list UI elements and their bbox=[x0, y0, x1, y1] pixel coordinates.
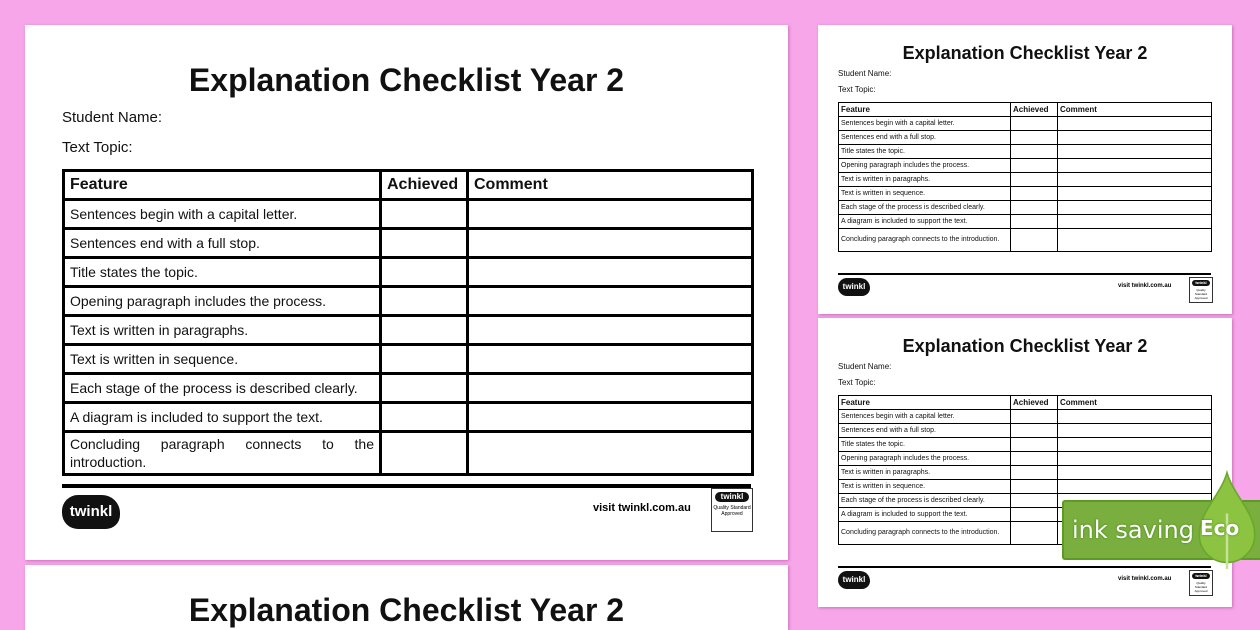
table-row bbox=[839, 117, 1212, 131]
feature-cell: Each stage of the process is described clearly. bbox=[839, 494, 1011, 508]
student-name-label: Student Name: bbox=[62, 109, 163, 126]
checklist-table bbox=[838, 102, 1212, 252]
achieved-cell[interactable] bbox=[1011, 201, 1058, 215]
quality-badge bbox=[1189, 277, 1213, 303]
badge-text: Approved bbox=[1194, 589, 1208, 593]
badge-logo: twinkl bbox=[1192, 280, 1210, 286]
table-row bbox=[839, 201, 1212, 215]
table-row bbox=[839, 173, 1212, 187]
comment-cell[interactable] bbox=[468, 229, 753, 258]
footer-link: visit twinkl.com.au bbox=[593, 502, 691, 514]
table-row bbox=[64, 287, 753, 316]
table-row bbox=[64, 316, 753, 345]
achieved-cell[interactable] bbox=[1011, 229, 1058, 252]
feature-cell: Opening paragraph includes the process. bbox=[839, 159, 1011, 173]
feature-cell: Text is written in sequence. bbox=[64, 345, 381, 374]
badge-text: Quality Standard bbox=[713, 505, 751, 511]
table-row bbox=[839, 480, 1212, 494]
achieved-cell[interactable] bbox=[381, 229, 468, 258]
table-row bbox=[64, 200, 753, 229]
table-row bbox=[839, 452, 1212, 466]
badge-logo: twinkl bbox=[715, 492, 749, 502]
feature-cell: Concluding paragraph connects to the introduction. bbox=[839, 522, 1011, 545]
comment-cell[interactable] bbox=[1058, 145, 1212, 159]
table-row bbox=[839, 424, 1212, 438]
achieved-cell[interactable] bbox=[381, 258, 468, 287]
table-row bbox=[64, 374, 753, 403]
comment-cell[interactable] bbox=[1058, 466, 1212, 480]
table-row bbox=[839, 215, 1212, 229]
table-header-row bbox=[839, 103, 1212, 117]
table-row bbox=[839, 131, 1212, 145]
table-row bbox=[64, 403, 753, 432]
feature-cell: Text is written in sequence. bbox=[839, 480, 1011, 494]
achieved-cell[interactable] bbox=[381, 345, 468, 374]
achieved-cell[interactable] bbox=[381, 374, 468, 403]
worksheet-page bbox=[818, 318, 1232, 607]
achieved-cell[interactable] bbox=[1011, 480, 1058, 494]
achieved-cell[interactable] bbox=[1011, 410, 1058, 424]
achieved-cell[interactable] bbox=[381, 403, 468, 432]
comment-cell[interactable] bbox=[468, 316, 753, 345]
table-row bbox=[839, 159, 1212, 173]
feature-cell: Text is written in sequence. bbox=[839, 187, 1011, 201]
worksheet-title: Explanation Checklist Year 2 bbox=[188, 62, 625, 98]
achieved-cell[interactable] bbox=[1011, 508, 1058, 522]
feature-cell: A diagram is included to support the text. bbox=[64, 403, 381, 432]
column-header-achieved: Achieved bbox=[1011, 103, 1058, 117]
text-topic-label: Text Topic: bbox=[838, 378, 876, 387]
feature-cell: A diagram is included to support the text. bbox=[839, 215, 1011, 229]
feature-cell: A diagram is included to support the text. bbox=[839, 508, 1011, 522]
footer-divider bbox=[838, 273, 1211, 275]
worksheet-page bbox=[25, 25, 788, 560]
achieved-cell[interactable] bbox=[1011, 131, 1058, 145]
student-name-label: Student Name: bbox=[838, 69, 892, 78]
comment-cell[interactable] bbox=[468, 374, 753, 403]
eco-label: Eco bbox=[1200, 516, 1240, 540]
twinkl-logo: twinkl bbox=[838, 278, 870, 296]
comment-cell[interactable] bbox=[1058, 187, 1212, 201]
worksheet-title: Explanation Checklist Year 2 bbox=[902, 43, 1148, 63]
achieved-cell[interactable] bbox=[1011, 215, 1058, 229]
column-header-achieved: Achieved bbox=[381, 171, 468, 200]
comment-cell[interactable] bbox=[468, 403, 753, 432]
table-row bbox=[64, 432, 753, 475]
feature-cell: Sentences begin with a capital letter. bbox=[64, 200, 381, 229]
feature-cell: Title states the topic. bbox=[839, 145, 1011, 159]
footer-link: visit twinkl.com.au bbox=[1118, 576, 1172, 582]
badge-text: Approved bbox=[721, 511, 743, 517]
badge-text: Approved bbox=[1194, 296, 1208, 300]
checklist-table bbox=[62, 169, 754, 476]
comment-cell[interactable] bbox=[1058, 410, 1212, 424]
comment-cell[interactable] bbox=[1058, 201, 1212, 215]
feature-cell: Sentences end with a full stop. bbox=[839, 131, 1011, 145]
table-row bbox=[839, 187, 1212, 201]
table-header-row bbox=[64, 171, 753, 200]
feature-cell: Each stage of the process is described clearly. bbox=[839, 201, 1011, 215]
column-header-feature: Feature bbox=[64, 171, 381, 200]
achieved-cell[interactable] bbox=[1011, 117, 1058, 131]
feature-cell: Concluding paragraph connects to the introduction. bbox=[839, 229, 1011, 252]
comment-cell[interactable] bbox=[468, 200, 753, 229]
badge-text: Quality Standard bbox=[1194, 581, 1208, 589]
feature-cell: Sentences begin with a capital letter. bbox=[839, 410, 1011, 424]
feature-cell: Sentences begin with a capital letter. bbox=[839, 117, 1011, 131]
footer-divider bbox=[62, 484, 751, 488]
table-row bbox=[839, 229, 1212, 252]
table-row bbox=[64, 345, 753, 374]
comment-cell[interactable] bbox=[1058, 452, 1212, 466]
worksheet-page bbox=[818, 25, 1232, 314]
comment-cell[interactable] bbox=[1058, 117, 1212, 131]
table-row bbox=[839, 145, 1212, 159]
twinkl-logo: twinkl bbox=[838, 571, 870, 589]
quality-badge bbox=[711, 488, 753, 532]
achieved-cell[interactable] bbox=[1011, 187, 1058, 201]
comment-cell[interactable] bbox=[468, 287, 753, 316]
comment-cell[interactable] bbox=[1058, 229, 1212, 252]
comment-cell[interactable] bbox=[1058, 159, 1212, 173]
achieved-cell[interactable] bbox=[1011, 145, 1058, 159]
column-header-comment: Comment bbox=[468, 171, 753, 200]
comment-cell[interactable] bbox=[1058, 438, 1212, 452]
comment-cell[interactable] bbox=[1058, 215, 1212, 229]
table-row bbox=[839, 410, 1212, 424]
feature-cell: Concluding paragraph connects to the introduction. bbox=[64, 432, 381, 475]
feature-cell: Text is written in paragraphs. bbox=[839, 466, 1011, 480]
worksheet-title: Explanation Checklist Year 2 bbox=[188, 592, 625, 628]
column-header-comment: Comment bbox=[1058, 396, 1212, 410]
column-header-feature: Feature bbox=[839, 103, 1011, 117]
feature-cell: Text is written in paragraphs. bbox=[64, 316, 381, 345]
achieved-cell[interactable] bbox=[1011, 173, 1058, 187]
student-name-label: Student Name: bbox=[838, 362, 892, 371]
table-row bbox=[839, 466, 1212, 480]
achieved-cell[interactable] bbox=[381, 287, 468, 316]
achieved-cell[interactable] bbox=[1011, 438, 1058, 452]
column-header-achieved: Achieved bbox=[1011, 396, 1058, 410]
comment-cell[interactable] bbox=[468, 258, 753, 287]
table-row bbox=[839, 438, 1212, 452]
comment-cell[interactable] bbox=[468, 345, 753, 374]
feature-cell: Title states the topic. bbox=[64, 258, 381, 287]
achieved-cell[interactable] bbox=[381, 316, 468, 345]
feature-cell: Text is written in paragraphs. bbox=[839, 173, 1011, 187]
footer-divider bbox=[838, 566, 1211, 568]
comment-cell[interactable] bbox=[1058, 173, 1212, 187]
feature-cell: Opening paragraph includes the process. bbox=[64, 287, 381, 316]
twinkl-logo: twinkl bbox=[62, 495, 120, 529]
badge-text: Quality Standard bbox=[1194, 288, 1208, 296]
worksheet-title: Explanation Checklist Year 2 bbox=[902, 336, 1148, 356]
achieved-cell[interactable] bbox=[1011, 466, 1058, 480]
table-row bbox=[64, 258, 753, 287]
worksheet-page-partial bbox=[25, 565, 788, 630]
comment-cell[interactable] bbox=[1058, 480, 1212, 494]
quality-badge bbox=[1189, 570, 1213, 596]
achieved-cell[interactable] bbox=[381, 200, 468, 229]
footer-link: visit twinkl.com.au bbox=[1118, 283, 1172, 289]
feature-cell: Title states the topic. bbox=[839, 438, 1011, 452]
text-topic-label: Text Topic: bbox=[62, 139, 133, 156]
achieved-cell[interactable] bbox=[1011, 424, 1058, 438]
text-topic-label: Text Topic: bbox=[838, 85, 876, 94]
table-row bbox=[64, 229, 753, 258]
achieved-cell[interactable] bbox=[1011, 494, 1058, 508]
table-header-row bbox=[839, 396, 1212, 410]
column-header-comment: Comment bbox=[1058, 103, 1212, 117]
feature-cell: Opening paragraph includes the process. bbox=[839, 452, 1011, 466]
feature-cell: Each stage of the process is described clearly. bbox=[64, 374, 381, 403]
comment-cell[interactable] bbox=[468, 432, 753, 475]
feature-cell: Sentences end with a full stop. bbox=[839, 424, 1011, 438]
feature-cell: Sentences end with a full stop. bbox=[64, 229, 381, 258]
badge-logo: twinkl bbox=[1192, 573, 1210, 579]
achieved-cell[interactable] bbox=[1011, 159, 1058, 173]
achieved-cell[interactable] bbox=[381, 432, 468, 475]
achieved-cell[interactable] bbox=[1011, 452, 1058, 466]
achieved-cell[interactable] bbox=[1011, 522, 1058, 545]
column-header-feature: Feature bbox=[839, 396, 1011, 410]
comment-cell[interactable] bbox=[1058, 424, 1212, 438]
ink-saving-label: ink saving bbox=[1072, 516, 1194, 544]
comment-cell[interactable] bbox=[1058, 131, 1212, 145]
